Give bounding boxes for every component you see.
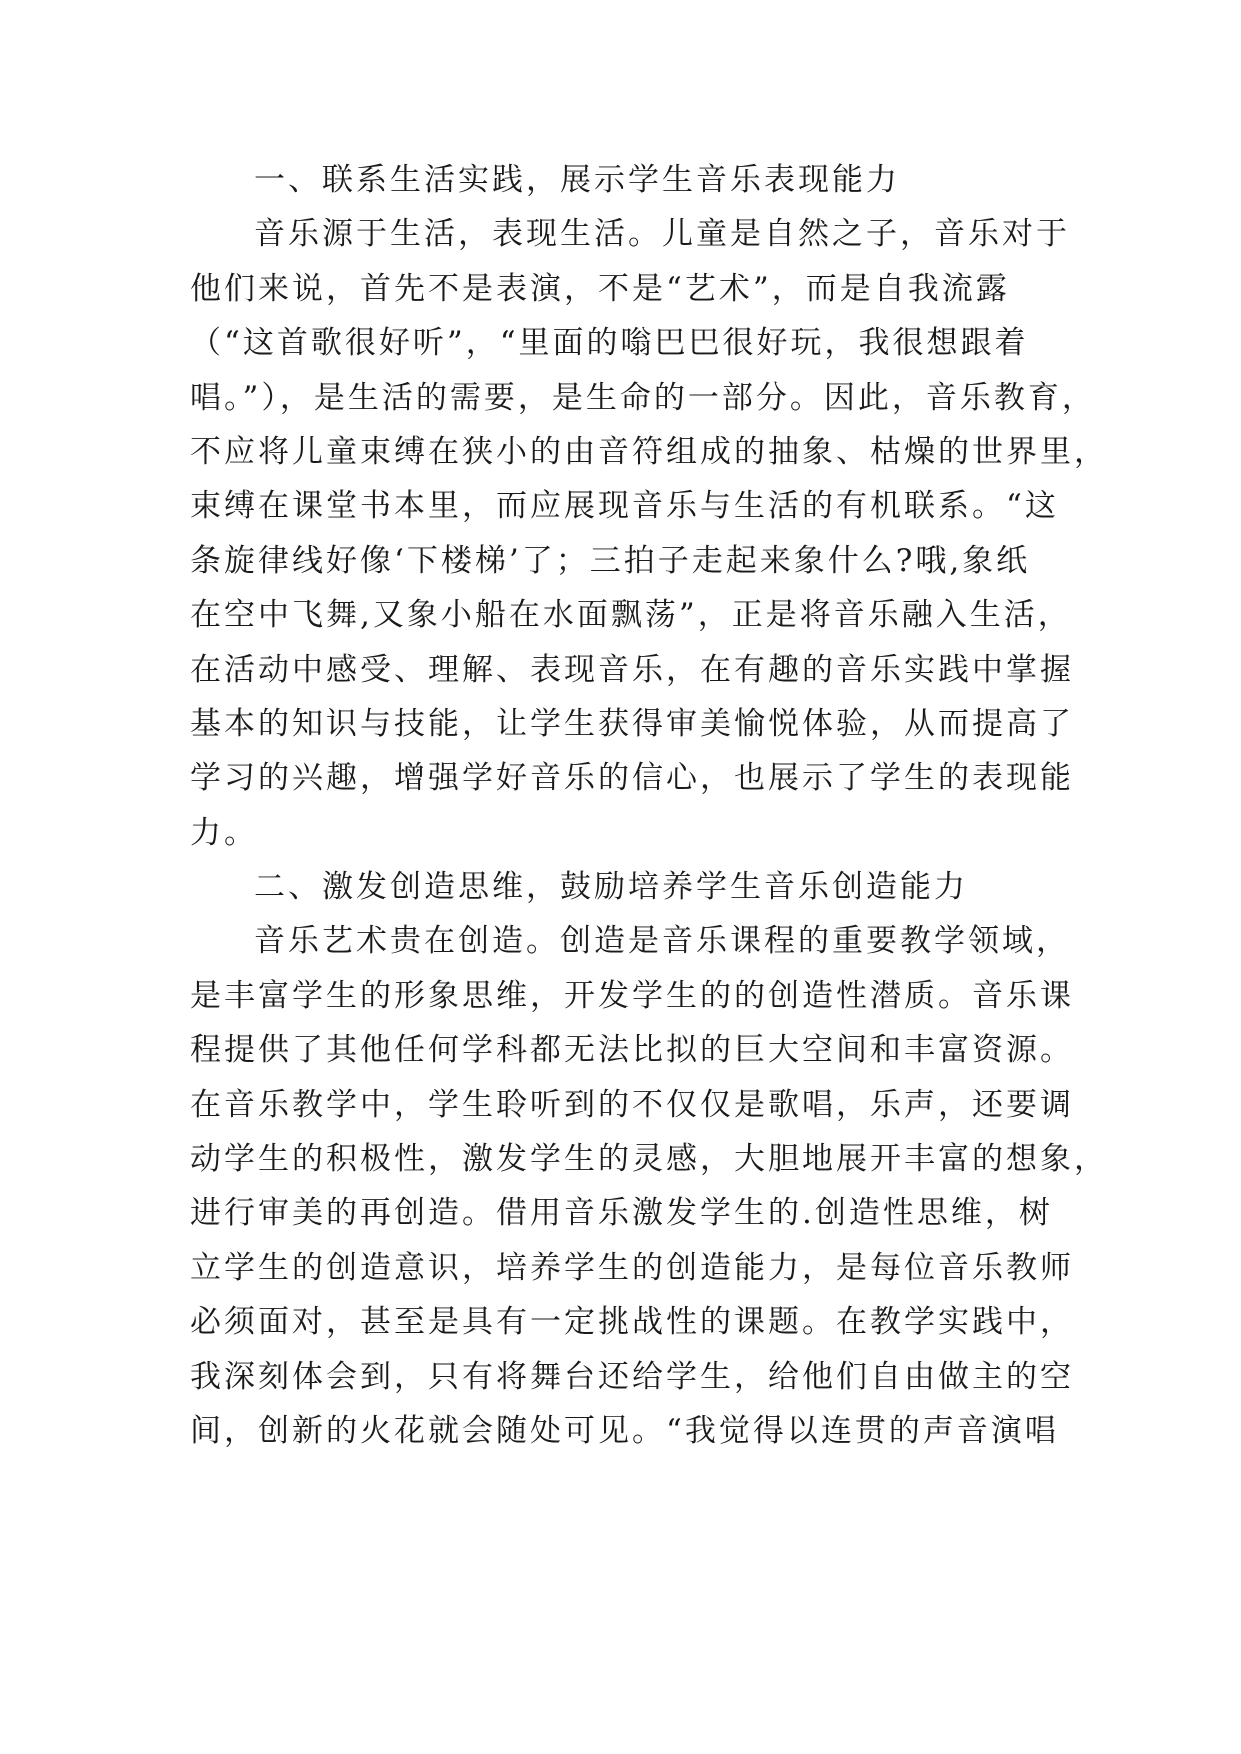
paragraph-line: 他们来说，首先不是表演，不是“艺术”，而是自我流露: [190, 270, 1010, 307]
paragraph-line: 束缚在课堂书本里，而应展现音乐与生活的有机联系。“这: [190, 488, 1059, 525]
paragraph-line: 在音乐教学中，学生聆听到的不仅仅是歌唱，乐声，还要调: [190, 1086, 1074, 1123]
paragraph-line: 程提供了其他任何学科都无法比拟的巨大空间和丰富资源。: [190, 1032, 1074, 1069]
heading-section-2: 二、激发创造思维，鼓励培养学生音乐创造能力: [254, 869, 968, 906]
paragraph-line: 基本的知识与技能，让学生获得审美愉悦体验，从而提高了: [190, 705, 1074, 742]
paragraph-line: 是丰富学生的形象思维，开发学生的的创造性潜质。音乐课: [190, 977, 1074, 1014]
paragraph-line: 立学生的创造意识，培养学生的创造能力，是每位音乐教师: [190, 1249, 1074, 1286]
paragraph-line: 动学生的积极性，激发学生的灵感，大胆地展开丰富的想象，: [190, 1141, 1108, 1178]
paragraph-line: 音乐源于生活，表现生活。儿童是自然之子，音乐对于: [254, 216, 1070, 253]
paragraph-line: 在空中飞舞,又象小船在水面飘荡”，正是将音乐融入生活，: [190, 597, 1072, 634]
paragraph-line: 进行审美的再创造。借用音乐激发学生的.创造性思维，树: [190, 1195, 1053, 1232]
paragraph-line: 我深刻体会到，只有将舞台还给学生，给他们自由做主的空: [190, 1358, 1074, 1395]
paragraph-line: 唱。”），是生活的需要，是生命的一部分。因此，音乐教育，: [190, 379, 1096, 416]
document-body: [190, 153, 1108, 1458]
paragraph-line: 间，创新的火花就会随处可见。“我觉得以连贯的声音演唱: [190, 1412, 1059, 1449]
heading-section-1: 一、联系生活实践，展示学生音乐表现能力: [254, 162, 900, 198]
paragraph-line: 必须面对，甚至是具有一定挑战性的课题。在教学实践中，: [190, 1304, 1074, 1341]
paragraph-line: 条旋律线好像‘下楼梯’了；三拍子走起来象什么?哦,象纸: [190, 542, 1031, 579]
paragraph-line: （“这首歌很好听”，“里面的嗡巴巴很好玩，我很想跟着: [190, 325, 1029, 362]
paragraph-line: 力。: [190, 814, 258, 851]
paragraph-line: 不应将儿童束缚在狭小的由音符组成的抽象、枯燥的世界里，: [190, 433, 1108, 470]
paragraph-line: 音乐艺术贵在创造。创造是音乐课程的重要教学领域，: [254, 923, 1070, 960]
paragraph-line: 学习的兴趣，增强学好音乐的信心，也展示了学生的表现能: [190, 760, 1074, 797]
paragraph-line: 在活动中感受、理解、表现音乐，在有趣的音乐实践中掌握: [190, 651, 1074, 688]
